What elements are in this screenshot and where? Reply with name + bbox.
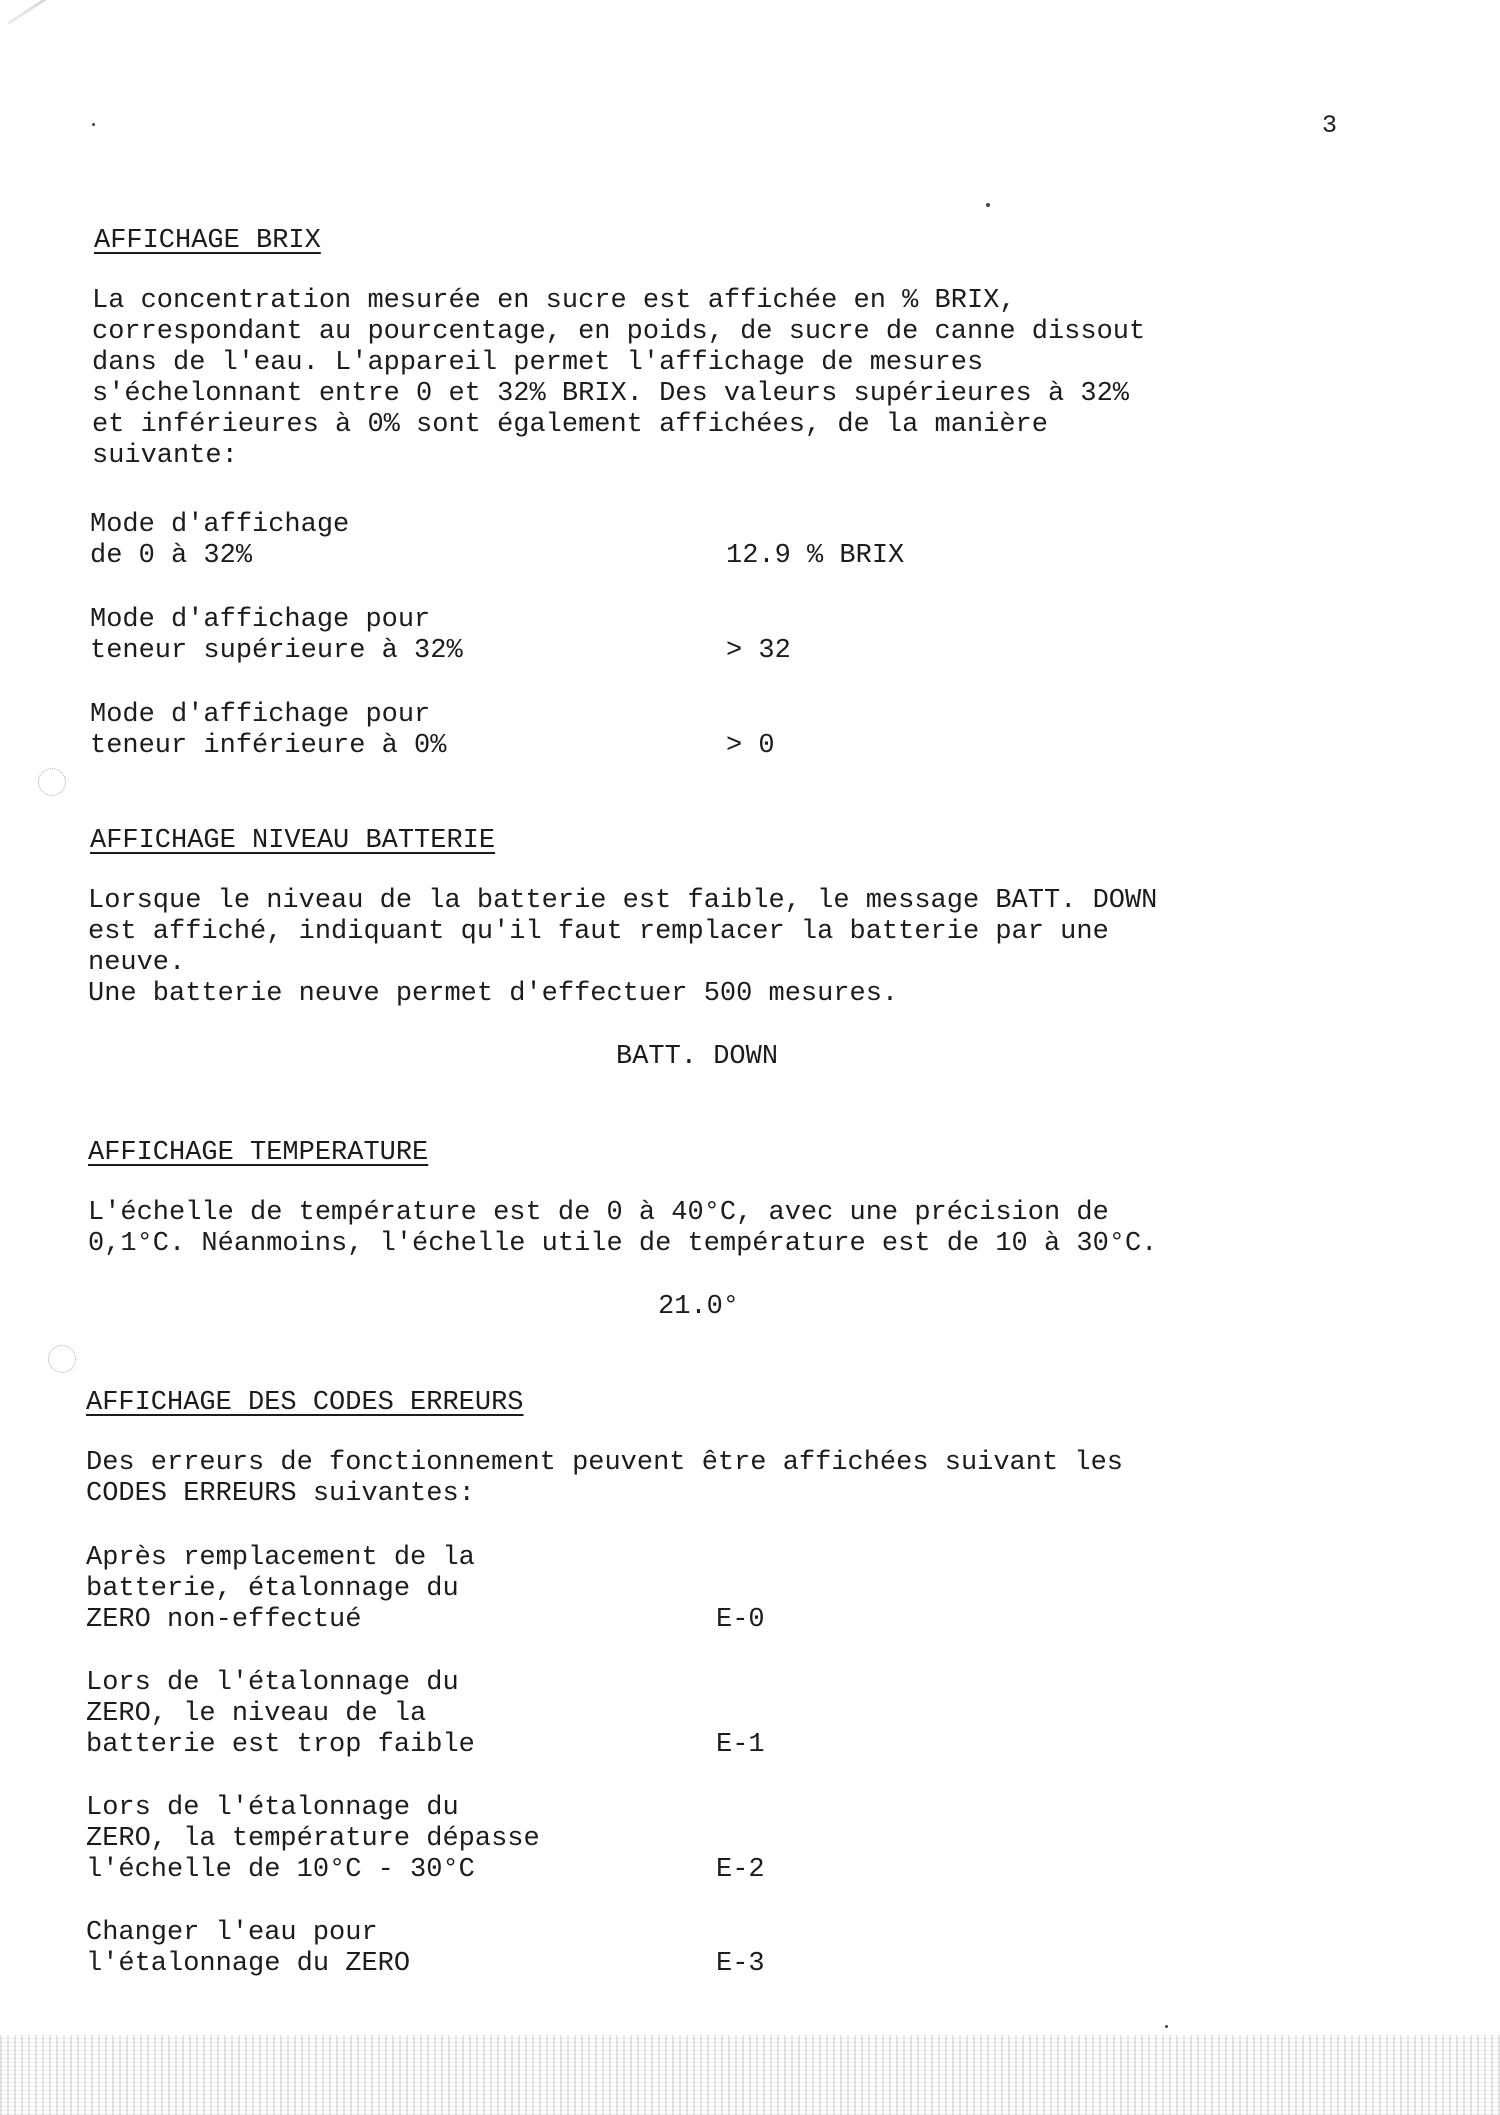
row-label-line: Changer l'eau pour <box>86 1918 378 1948</box>
display-value: 12.9 % BRIX <box>726 541 905 571</box>
row-label-line: l'étalonnage du ZERO <box>86 1949 411 1979</box>
text-line: Lorsque le niveau de la batterie est faible, le message BATT. DOWN <box>88 886 1158 916</box>
section-heading-brix: AFFICHAGE BRIX <box>94 226 321 256</box>
scan-corner-mark <box>7 0 134 25</box>
text-line: s'échelonnant entre 0 et 32% BRIX. Des valeurs supérieures à 32% <box>92 379 1129 409</box>
section-heading-battery: AFFICHAGE NIVEAU BATTERIE <box>90 826 496 856</box>
display-mode-row <box>90 700 446 762</box>
text-line: suivante: <box>92 441 238 471</box>
section-heading-temperature: AFFICHAGE TEMPERATURE <box>88 1138 429 1168</box>
display-mode-row <box>90 510 349 572</box>
text-line: dans de l'eau. L'appareil permet l'affichage de mesures <box>92 348 984 378</box>
error-code: E-0 <box>716 1605 765 1635</box>
text-line: et inférieures à 0% sont également affichées, de la manière <box>92 410 1048 440</box>
error-code-row <box>86 1543 475 1636</box>
row-label-line: Mode d'affichage pour <box>90 605 431 635</box>
row-label-line: teneur supérieure à 32% <box>90 636 463 666</box>
row-label-line: Mode d'affichage <box>90 510 350 540</box>
row-label-line: Lors de l'étalonnage du <box>86 1793 459 1823</box>
row-label-line: batterie, étalonnage du <box>86 1574 459 1604</box>
paragraph-battery <box>88 886 1336 1010</box>
punch-hole-mark <box>48 1345 76 1373</box>
row-label-line: ZERO, la température dépasse <box>86 1824 540 1854</box>
row-label-line: de 0 à 32% <box>90 541 253 571</box>
text-line: Des erreurs de fonctionnement peuvent être affichées suivant les <box>86 1448 1123 1478</box>
row-label-line: teneur inférieure à 0% <box>90 731 447 761</box>
text-line: CODES ERREURS suivantes: <box>86 1479 475 1509</box>
text-line: Une batterie neuve permet d'effectuer 500 mesures. <box>88 979 899 1009</box>
error-code: E-1 <box>716 1730 765 1760</box>
error-code-row <box>86 1668 475 1761</box>
paragraph-errors <box>86 1448 1334 1510</box>
temperature-display: 21.0° <box>658 1292 740 1322</box>
error-code: E-2 <box>716 1855 765 1885</box>
text-line: neuve. <box>88 948 186 978</box>
row-label-line: l'échelle de 10°C - 30°C <box>86 1855 475 1885</box>
display-value: > 32 <box>726 636 791 666</box>
scan-edge-noise <box>0 2035 1500 2115</box>
battery-display: BATT. DOWN <box>616 1042 779 1072</box>
row-label-line: batterie est trop faible <box>86 1730 475 1760</box>
row-label-line: Lors de l'étalonnage du <box>86 1668 459 1698</box>
scan-speck <box>1165 2025 1168 2028</box>
scan-speck <box>986 203 990 207</box>
row-label-line: ZERO, le niveau de la <box>86 1699 427 1729</box>
display-mode-row <box>90 605 463 667</box>
display-value: > 0 <box>726 731 775 761</box>
section-heading-errors: AFFICHAGE DES CODES ERREURS <box>86 1388 524 1418</box>
text-line: 0,1°C. Néanmoins, l'échelle utile de température est de 10 à 30°C. <box>88 1229 1158 1259</box>
scan-speck <box>92 123 95 126</box>
text-line: correspondant au pourcentage, en poids, de sucre de canne dissout <box>92 317 1146 347</box>
punch-hole-mark <box>38 768 66 796</box>
row-label-line: Mode d'affichage pour <box>90 700 431 730</box>
row-label-line: Après remplacement de la <box>86 1543 475 1573</box>
row-label-line: ZERO non-effectué <box>86 1605 362 1635</box>
error-code-row <box>86 1793 540 1886</box>
text-line: La concentration mesurée en sucre est affichée en % BRIX, <box>92 286 1016 316</box>
text-line: est affiché, indiquant qu'il faut remplacer la batterie par une <box>88 917 1109 947</box>
paragraph-brix <box>92 286 1340 472</box>
page-number: 3 <box>1322 111 1338 140</box>
text-line: L'échelle de température est de 0 à 40°C, avec une précision de <box>88 1198 1109 1228</box>
error-code: E-3 <box>716 1949 765 1979</box>
error-code-row <box>86 1918 410 1980</box>
paragraph-temperature <box>88 1198 1336 1260</box>
